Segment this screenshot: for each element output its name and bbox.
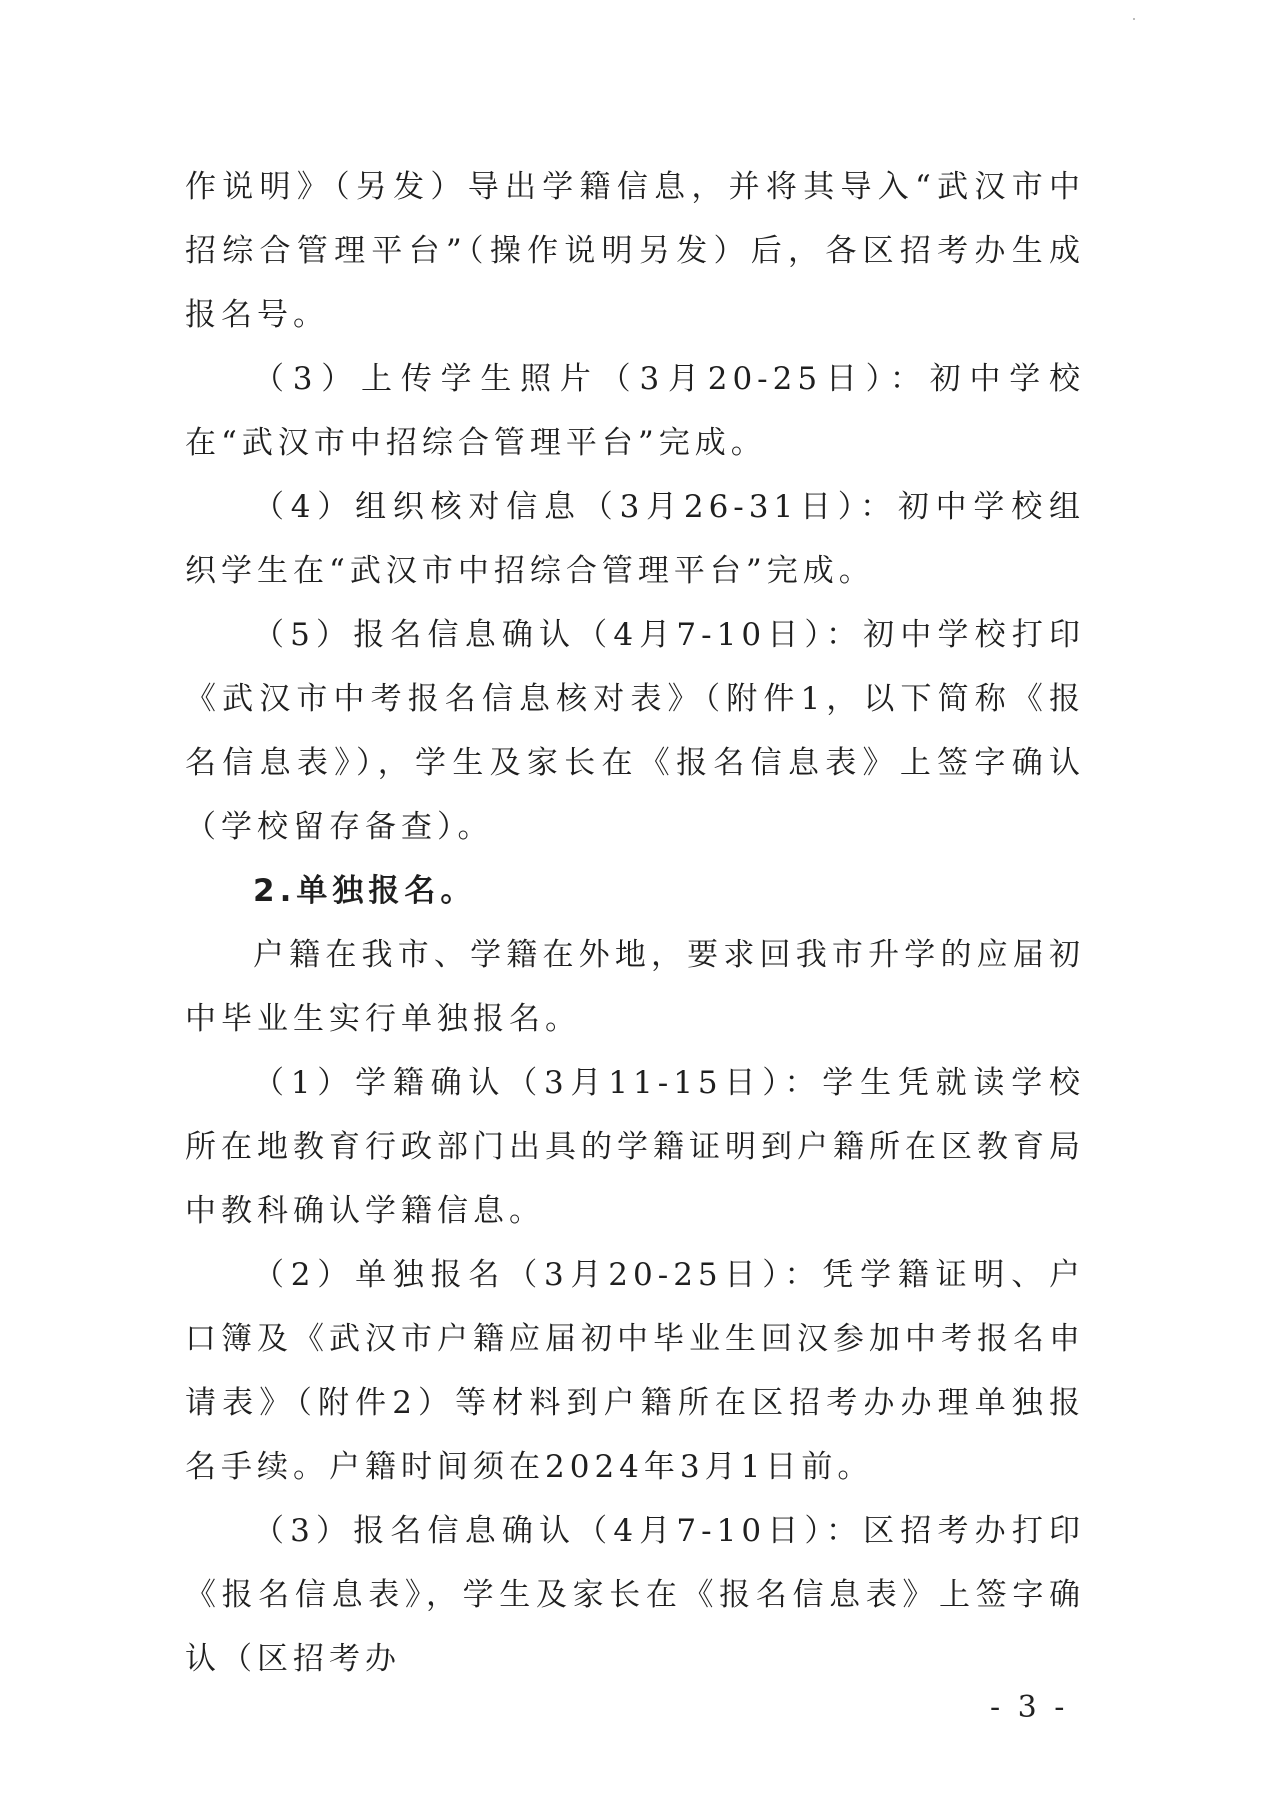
paragraph-info-confirmation: （3）报名信息确认（4月7-10日）：区招考办打印《报名信息表》，学生及家长在《报名信息表》上签字确认（区招考办 — [185, 1513, 1085, 1677]
paragraph-separate-signup: （2）单独报名（3月20-25日）：凭学籍证明、户口簿及《武汉市户籍应届初中毕业生回汉参加中考报名申请表》（附件2）等材料到户籍所在区招考办办理单独报名手续。户籍时间须在2024年3月1日前。 — [185, 1257, 1085, 1485]
paragraph-separate-scope: 户籍在我市、学籍在外地，要求回我市升学的应届初中毕业生实行单独报名。 — [185, 937, 1085, 1037]
section-heading-separate-registration: 2.单独报名。 — [253, 873, 477, 909]
paragraph-verify-info: （4）组织核对信息（3月26-31日）：初中学校组织学生在“武汉市中招综合管理平台”完成。 — [185, 489, 1085, 589]
paragraph-upload-photos: （3）上传学生照片（3月20-25日）：初中学校在“武汉市中招综合管理平台”完成。 — [185, 361, 1085, 461]
paragraph-confirm-registration: （5）报名信息确认（4月7-10日）：初中学校打印《武汉市中考报名信息核对表》（附件1，以下简称《报名信息表》），学生及家长在《报名信息表》上签字确认（学校留存备查）。 — [185, 617, 1085, 845]
paragraph-status-confirmation: （1）学籍确认（3月11-15日）：学生凭就读学校所在地教育行政部门出具的学籍证明到户籍所在区教育局中教科确认学籍信息。 — [185, 1065, 1085, 1229]
page-number: - 3 - — [990, 1690, 1069, 1725]
paragraph-continued: 作说明》（另发）导出学籍信息，并将其导入“武汉市中招综合管理平台”（操作说明另发）后，各区招考办生成报名号。 — [185, 169, 1085, 333]
scan-speck — [1133, 18, 1135, 20]
document-body — [185, 155, 1085, 1691]
